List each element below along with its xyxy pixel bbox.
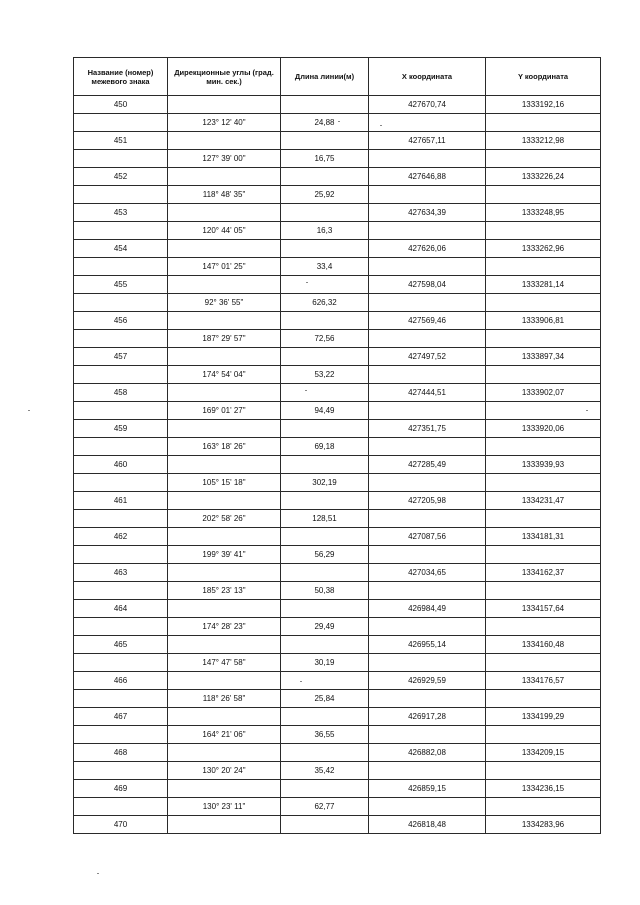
- y-coordinate: 1334231,47: [486, 492, 601, 510]
- mark-number: 462: [74, 528, 168, 546]
- point-row: [74, 780, 601, 798]
- x-coordinate: 427034,65: [369, 564, 486, 582]
- mark-number: 470: [74, 816, 168, 834]
- point-row: [74, 636, 601, 654]
- y-coordinate: 1333248,95: [486, 204, 601, 222]
- y-coordinate: 1333939,93: [486, 456, 601, 474]
- angle-cell-empty: [168, 240, 281, 258]
- segment-row: [74, 114, 601, 132]
- x-cell-empty: [369, 438, 486, 456]
- y-cell-empty: [486, 258, 601, 276]
- mark-cell-empty: [74, 294, 168, 312]
- x-coordinate: 427569,46: [369, 312, 486, 330]
- y-coordinate: 1334283,96: [486, 816, 601, 834]
- y-coordinate: 1333920,06: [486, 420, 601, 438]
- y-cell-empty: [486, 294, 601, 312]
- line-length: 69,18: [281, 438, 369, 456]
- direction-angle: 174° 54' 04": [168, 366, 281, 384]
- line-length: 33,4: [281, 258, 369, 276]
- mark-number: 453: [74, 204, 168, 222]
- header-line-length: Длина линии(м): [281, 58, 369, 96]
- direction-angle: 118° 48' 35": [168, 186, 281, 204]
- length-cell-empty: [281, 96, 369, 114]
- line-length: 72,56: [281, 330, 369, 348]
- mark-cell-empty: [74, 366, 168, 384]
- y-cell-empty: [486, 582, 601, 600]
- length-cell-empty: [281, 744, 369, 762]
- point-row: [74, 600, 601, 618]
- line-length: 302,19: [281, 474, 369, 492]
- mark-number: 461: [74, 492, 168, 510]
- angle-cell-empty: [168, 420, 281, 438]
- y-coordinate: 1334176,57: [486, 672, 601, 690]
- point-row: [74, 420, 601, 438]
- y-coordinate: 1334181,31: [486, 528, 601, 546]
- mark-cell-empty: [74, 546, 168, 564]
- y-coordinate: 1334160,48: [486, 636, 601, 654]
- mark-cell-empty: [74, 114, 168, 132]
- y-cell-empty: [486, 798, 601, 816]
- mark-cell-empty: [74, 690, 168, 708]
- y-coordinate: 1334157,64: [486, 600, 601, 618]
- line-length: 29,49: [281, 618, 369, 636]
- scan-speck: [586, 410, 588, 411]
- y-coordinate: 1333897,34: [486, 348, 601, 366]
- length-cell-empty: [281, 204, 369, 222]
- y-cell-empty: [486, 654, 601, 672]
- length-cell-empty: [281, 600, 369, 618]
- x-coordinate: 427087,56: [369, 528, 486, 546]
- x-coordinate: 427351,75: [369, 420, 486, 438]
- length-cell-empty: [281, 816, 369, 834]
- angle-cell-empty: [168, 132, 281, 150]
- x-cell-empty: [369, 330, 486, 348]
- y-cell-empty: [486, 150, 601, 168]
- direction-angle: 202° 58' 26": [168, 510, 281, 528]
- segment-row: [74, 582, 601, 600]
- header-direction-angle: Дирекционные углы (град. мин. сек.): [168, 58, 281, 96]
- angle-cell-empty: [168, 492, 281, 510]
- segment-row: [74, 762, 601, 780]
- x-cell-empty: [369, 618, 486, 636]
- point-row: [74, 528, 601, 546]
- mark-number: 455: [74, 276, 168, 294]
- line-length: 50,38: [281, 582, 369, 600]
- table-header-row: [74, 58, 601, 96]
- scan-speck: [28, 410, 30, 411]
- point-row: [74, 276, 601, 294]
- line-length: 25,84: [281, 690, 369, 708]
- angle-cell-empty: [168, 672, 281, 690]
- angle-cell-empty: [168, 744, 281, 762]
- mark-cell-empty: [74, 654, 168, 672]
- line-length: 56,29: [281, 546, 369, 564]
- y-cell-empty: [486, 690, 601, 708]
- mark-number: 466: [74, 672, 168, 690]
- x-coordinate: 426984,49: [369, 600, 486, 618]
- x-coordinate: 427670,74: [369, 96, 486, 114]
- x-coordinate: 427634,39: [369, 204, 486, 222]
- y-coordinate: 1333226,24: [486, 168, 601, 186]
- point-row: [74, 564, 601, 582]
- line-length: 25,92: [281, 186, 369, 204]
- mark-cell-empty: [74, 474, 168, 492]
- angle-cell-empty: [168, 780, 281, 798]
- x-cell-empty: [369, 150, 486, 168]
- mark-number: 450: [74, 96, 168, 114]
- segment-row: [74, 726, 601, 744]
- direction-angle: 199° 39' 41": [168, 546, 281, 564]
- x-cell-empty: [369, 582, 486, 600]
- mark-number: 460: [74, 456, 168, 474]
- point-row: [74, 456, 601, 474]
- segment-row: [74, 798, 601, 816]
- angle-cell-empty: [168, 816, 281, 834]
- x-cell-empty: [369, 186, 486, 204]
- mark-number: 451: [74, 132, 168, 150]
- point-row: [74, 240, 601, 258]
- x-cell-empty: [369, 222, 486, 240]
- mark-number: 467: [74, 708, 168, 726]
- line-length: 16,75: [281, 150, 369, 168]
- point-row: [74, 816, 601, 834]
- mark-number: 468: [74, 744, 168, 762]
- angle-cell-empty: [168, 564, 281, 582]
- angle-cell-empty: [168, 96, 281, 114]
- segment-row: [74, 438, 601, 456]
- point-row: [74, 492, 601, 510]
- segment-row: [74, 690, 601, 708]
- point-row: [74, 312, 601, 330]
- length-cell-empty: [281, 780, 369, 798]
- point-row: [74, 744, 601, 762]
- direction-angle: 123° 12' 40": [168, 114, 281, 132]
- table-body: [74, 96, 601, 834]
- y-coordinate: 1333902,07: [486, 384, 601, 402]
- segment-row: [74, 222, 601, 240]
- direction-angle: 120° 44' 05": [168, 222, 281, 240]
- scan-speck: [306, 282, 308, 283]
- direction-angle: 130° 20' 24": [168, 762, 281, 780]
- y-cell-empty: [486, 474, 601, 492]
- point-row: [74, 384, 601, 402]
- line-length: 128,51: [281, 510, 369, 528]
- mark-cell-empty: [74, 618, 168, 636]
- mark-number: 459: [74, 420, 168, 438]
- x-cell-empty: [369, 294, 486, 312]
- direction-angle: 185° 23' 13": [168, 582, 281, 600]
- mark-number: 464: [74, 600, 168, 618]
- y-cell-empty: [486, 762, 601, 780]
- direction-angle: 105° 15' 18": [168, 474, 281, 492]
- mark-cell-empty: [74, 726, 168, 744]
- mark-cell-empty: [74, 222, 168, 240]
- point-row: [74, 672, 601, 690]
- direction-angle: 147° 01' 25": [168, 258, 281, 276]
- segment-row: [74, 186, 601, 204]
- mark-number: 454: [74, 240, 168, 258]
- y-coordinate: 1333192,16: [486, 96, 601, 114]
- x-coordinate: 426859,15: [369, 780, 486, 798]
- angle-cell-empty: [168, 168, 281, 186]
- mark-number: 465: [74, 636, 168, 654]
- point-row: [74, 96, 601, 114]
- point-row: [74, 168, 601, 186]
- line-length: 626,32: [281, 294, 369, 312]
- scan-speck: [300, 681, 302, 682]
- angle-cell-empty: [168, 528, 281, 546]
- mark-number: 452: [74, 168, 168, 186]
- scan-speck: [305, 390, 307, 391]
- scan-speck: [97, 873, 99, 874]
- direction-angle: 127° 39' 00": [168, 150, 281, 168]
- length-cell-empty: [281, 564, 369, 582]
- y-cell-empty: [486, 546, 601, 564]
- mark-cell-empty: [74, 186, 168, 204]
- x-cell-empty: [369, 366, 486, 384]
- x-coordinate: 426955,14: [369, 636, 486, 654]
- segment-row: [74, 654, 601, 672]
- y-coordinate: 1333212,98: [486, 132, 601, 150]
- direction-angle: 118° 26' 58": [168, 690, 281, 708]
- direction-angle: 174° 28' 23": [168, 618, 281, 636]
- angle-cell-empty: [168, 384, 281, 402]
- x-coordinate: 426818,48: [369, 816, 486, 834]
- length-cell-empty: [281, 672, 369, 690]
- mark-cell-empty: [74, 798, 168, 816]
- direction-angle: 187° 29' 57": [168, 330, 281, 348]
- segment-row: [74, 258, 601, 276]
- line-length: 36,55: [281, 726, 369, 744]
- y-cell-empty: [486, 402, 601, 420]
- length-cell-empty: [281, 312, 369, 330]
- x-coordinate: 426882,08: [369, 744, 486, 762]
- point-row: [74, 708, 601, 726]
- y-cell-empty: [486, 330, 601, 348]
- segment-row: [74, 402, 601, 420]
- y-cell-empty: [486, 114, 601, 132]
- x-cell-empty: [369, 402, 486, 420]
- x-cell-empty: [369, 762, 486, 780]
- mark-number: 469: [74, 780, 168, 798]
- y-cell-empty: [486, 510, 601, 528]
- mark-number: 463: [74, 564, 168, 582]
- line-length: 16,3: [281, 222, 369, 240]
- angle-cell-empty: [168, 312, 281, 330]
- length-cell-empty: [281, 240, 369, 258]
- mark-cell-empty: [74, 510, 168, 528]
- direction-angle: 92° 36' 55": [168, 294, 281, 312]
- mark-cell-empty: [74, 762, 168, 780]
- scan-speck: [338, 121, 340, 122]
- direction-angle: 147° 47' 58": [168, 654, 281, 672]
- x-coordinate: 427497,52: [369, 348, 486, 366]
- y-coordinate: 1334199,29: [486, 708, 601, 726]
- length-cell-empty: [281, 492, 369, 510]
- segment-row: [74, 474, 601, 492]
- x-cell-empty: [369, 474, 486, 492]
- line-length: 53,22: [281, 366, 369, 384]
- length-cell-empty: [281, 456, 369, 474]
- header-mark-name: Название (номер) межевого знака: [74, 58, 168, 96]
- direction-angle: 169° 01' 27": [168, 402, 281, 420]
- x-coordinate: 427444,51: [369, 384, 486, 402]
- y-cell-empty: [486, 618, 601, 636]
- length-cell-empty: [281, 348, 369, 366]
- angle-cell-empty: [168, 456, 281, 474]
- angle-cell-empty: [168, 636, 281, 654]
- segment-row: [74, 510, 601, 528]
- length-cell-empty: [281, 708, 369, 726]
- x-coordinate: 427657,11: [369, 132, 486, 150]
- x-coordinate: 427285,49: [369, 456, 486, 474]
- segment-row: [74, 618, 601, 636]
- mark-number: 457: [74, 348, 168, 366]
- length-cell-empty: [281, 384, 369, 402]
- y-coordinate: 1334209,15: [486, 744, 601, 762]
- y-cell-empty: [486, 366, 601, 384]
- mark-number: 456: [74, 312, 168, 330]
- point-row: [74, 132, 601, 150]
- direction-angle: 130° 23' 11": [168, 798, 281, 816]
- x-coordinate: 427646,88: [369, 168, 486, 186]
- mark-number: 458: [74, 384, 168, 402]
- angle-cell-empty: [168, 276, 281, 294]
- y-coordinate: 1333262,96: [486, 240, 601, 258]
- y-cell-empty: [486, 222, 601, 240]
- y-coordinate: 1333281,14: [486, 276, 601, 294]
- x-coordinate: 427626,06: [369, 240, 486, 258]
- mark-cell-empty: [74, 402, 168, 420]
- line-length: 24,88: [281, 114, 369, 132]
- x-coordinate: 427205,98: [369, 492, 486, 510]
- x-cell-empty: [369, 510, 486, 528]
- x-cell-empty: [369, 726, 486, 744]
- y-cell-empty: [486, 726, 601, 744]
- angle-cell-empty: [168, 204, 281, 222]
- point-row: [74, 348, 601, 366]
- x-cell-empty: [369, 546, 486, 564]
- y-coordinate: 1334162,37: [486, 564, 601, 582]
- mark-cell-empty: [74, 330, 168, 348]
- x-coordinate: 427598,04: [369, 276, 486, 294]
- y-coordinate: 1333906,81: [486, 312, 601, 330]
- length-cell-empty: [281, 132, 369, 150]
- x-cell-empty: [369, 258, 486, 276]
- x-cell-empty: [369, 798, 486, 816]
- point-row: [74, 204, 601, 222]
- segment-row: [74, 330, 601, 348]
- angle-cell-empty: [168, 600, 281, 618]
- segment-row: [74, 546, 601, 564]
- x-cell-empty: [369, 654, 486, 672]
- angle-cell-empty: [168, 708, 281, 726]
- y-coordinate: 1334236,15: [486, 780, 601, 798]
- length-cell-empty: [281, 420, 369, 438]
- segment-row: [74, 150, 601, 168]
- line-length: 94,49: [281, 402, 369, 420]
- length-cell-empty: [281, 528, 369, 546]
- segment-row: [74, 366, 601, 384]
- line-length: 35,42: [281, 762, 369, 780]
- boundary-coordinates-table: [73, 57, 601, 834]
- mark-cell-empty: [74, 150, 168, 168]
- line-length: 62,77: [281, 798, 369, 816]
- scan-speck: [380, 125, 382, 126]
- mark-cell-empty: [74, 582, 168, 600]
- direction-angle: 163° 18' 26": [168, 438, 281, 456]
- direction-angle: 164° 21' 06": [168, 726, 281, 744]
- y-cell-empty: [486, 438, 601, 456]
- line-length: 30,19: [281, 654, 369, 672]
- angle-cell-empty: [168, 348, 281, 366]
- mark-cell-empty: [74, 438, 168, 456]
- segment-row: [74, 294, 601, 312]
- length-cell-empty: [281, 168, 369, 186]
- x-cell-empty: [369, 690, 486, 708]
- length-cell-empty: [281, 636, 369, 654]
- length-cell-empty: [281, 276, 369, 294]
- x-cell-empty: [369, 114, 486, 132]
- header-x-coordinate: X координата: [369, 58, 486, 96]
- header-y-coordinate: Y координата: [486, 58, 601, 96]
- x-coordinate: 426929,59: [369, 672, 486, 690]
- y-cell-empty: [486, 186, 601, 204]
- mark-cell-empty: [74, 258, 168, 276]
- x-coordinate: 426917,28: [369, 708, 486, 726]
